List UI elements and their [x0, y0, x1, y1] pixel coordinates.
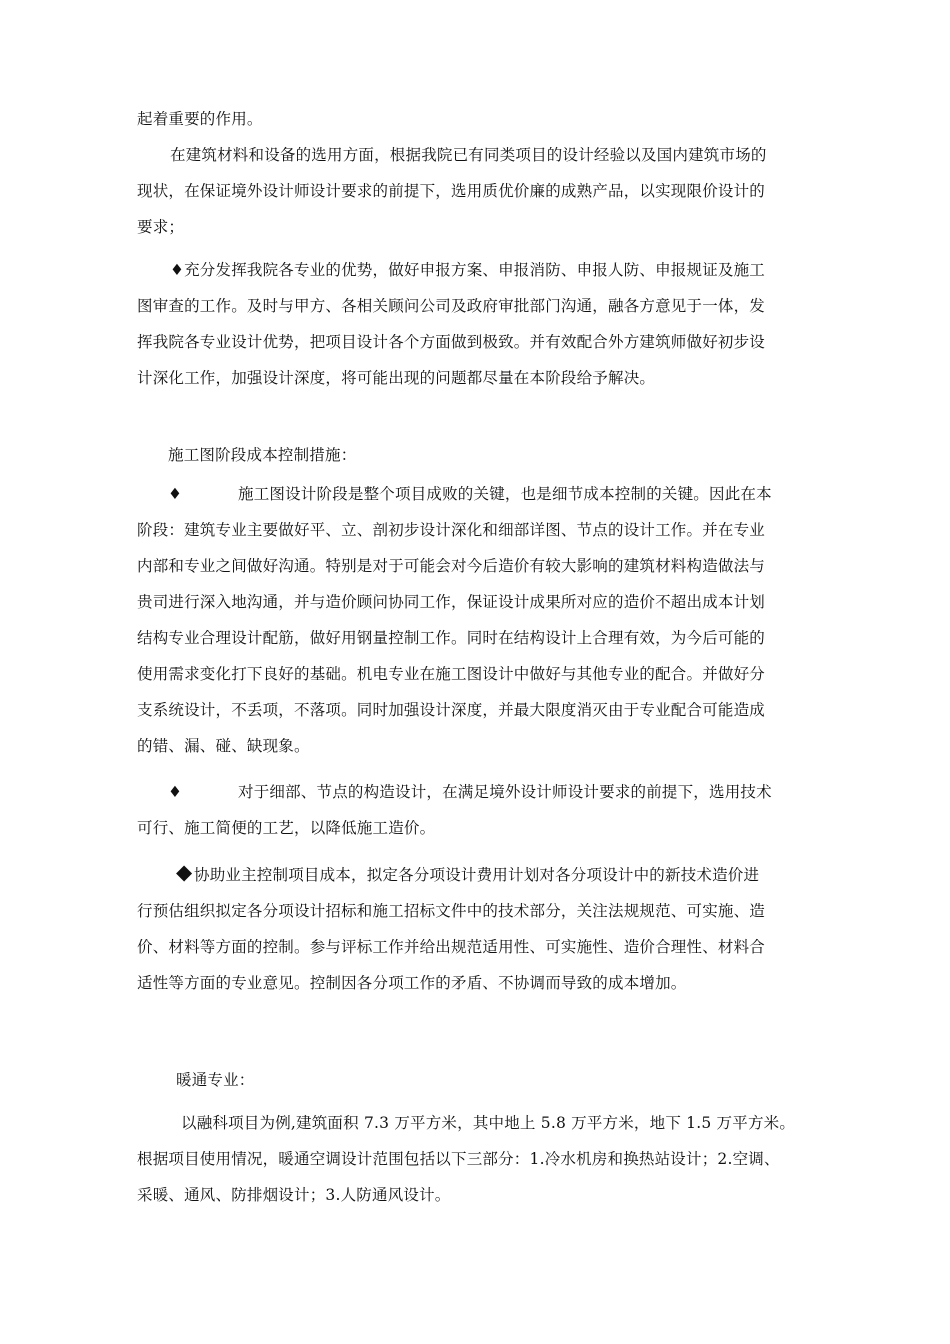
paragraph-line: 对于细部、节点的构造设计，在满足境外设计师设计要求的前提下，选用技术 — [238, 783, 772, 801]
section-heading: 暖通专业： — [176, 1071, 255, 1089]
paragraph-line: 行预估组织拟定各分项设计招标和施工招标文件中的技术部分，关注法规规范、可实施、造 — [137, 902, 766, 920]
paragraph-line: 适性等方面的专业意见。控制因各分项工作的矛盾、不协调而导致的成本增加。 — [137, 974, 687, 992]
paragraph-line: 要求； — [137, 218, 185, 236]
paragraph-line: 可行、施工简便的工艺，以降低施工造价。 — [137, 819, 436, 837]
paragraph-line: 使用需求变化打下良好的基础。机电专业在施工图设计中做好与其他专业的配合。并做好分 — [137, 665, 766, 683]
paragraph-line: 起着重要的作用。 — [137, 110, 263, 128]
paragraph-line: 现状，在保证境外设计师设计要求的前提下，选用质优价廉的成熟产品，以实现限价设计的 — [137, 182, 766, 200]
paragraph-line: 结构专业合理设计配筋，做好用钢量控制工作。同时在结构设计上合理有效，为今后可能的 — [137, 629, 766, 647]
paragraph-line: 的错、漏、碰、缺现象。 — [137, 737, 310, 755]
paragraph-line: 支系统设计，不丢项，不落项。同时加强设计深度，并最大限度消灭由于专业配合可能造成 — [137, 701, 766, 719]
paragraph-line: 挥我院各专业设计优势，把项目设计各个方面做到极致。并有效配合外方建筑师做好初步设 — [137, 333, 766, 351]
paragraph-line: 图审查的工作。及时与甲方、各相关顾问公司及政府审批部门沟通，融各方意见于一体，发 — [137, 297, 766, 315]
paragraph-line: 施工图设计阶段是整个项目成败的关键，也是细节成本控制的关键。因此在本 — [238, 485, 772, 503]
paragraph-line: 在建筑材料和设备的选用方面，根据我院已有同类项目的设计经验以及国内建筑市场的 — [170, 146, 767, 164]
paragraph-line: 内部和专业之间做好沟通。特别是对于可能会对今后造价有较大影响的建筑材料构造做法与 — [137, 557, 766, 575]
bullet-icon: ◆ — [176, 860, 193, 884]
paragraph-line: 价、材料等方面的控制。参与评标工作并给出规范适用性、可实施性、造价合理性、材料合 — [137, 938, 766, 956]
paragraph-line: 以融科项目为例,建筑面积 7.3 万平方米，其中地上 5.8 万平方米，地下 1.5 万平方米。 — [181, 1114, 796, 1132]
paragraph-line: 协助业主控制项目成本，拟定各分项设计费用计划对各分项设计中的新技术造价进 — [194, 866, 760, 884]
paragraph-line: 采暖、通风、防排烟设计；3.人防通风设计。 — [137, 1186, 451, 1204]
paragraph-line: 根据项目使用情况，暖通空调设计范围包括以下三部分：1.冷水机房和换热站设计；2.空调、 — [137, 1150, 780, 1168]
section-heading: 施工图阶段成本控制措施： — [168, 446, 357, 464]
bullet-icon: ♦ — [168, 783, 183, 801]
paragraph-line: ♦充分发挥我院各专业的优势，做好申报方案、申报消防、申报人防、申报规证及施工 — [170, 261, 765, 279]
paragraph-line: 贵司进行深入地沟通，并与造价顾问协同工作，保证设计成果所对应的造价不超出成本计划 — [137, 593, 766, 611]
paragraph-line: 阶段：建筑专业主要做好平、立、剖初步设计深化和细部详图、节点的设计工作。并在专业 — [137, 521, 766, 539]
paragraph-line: 计深化工作，加强设计深度，将可能出现的问题都尽量在本阶段给予解决。 — [137, 369, 656, 387]
bullet-icon: ♦ — [168, 485, 183, 503]
